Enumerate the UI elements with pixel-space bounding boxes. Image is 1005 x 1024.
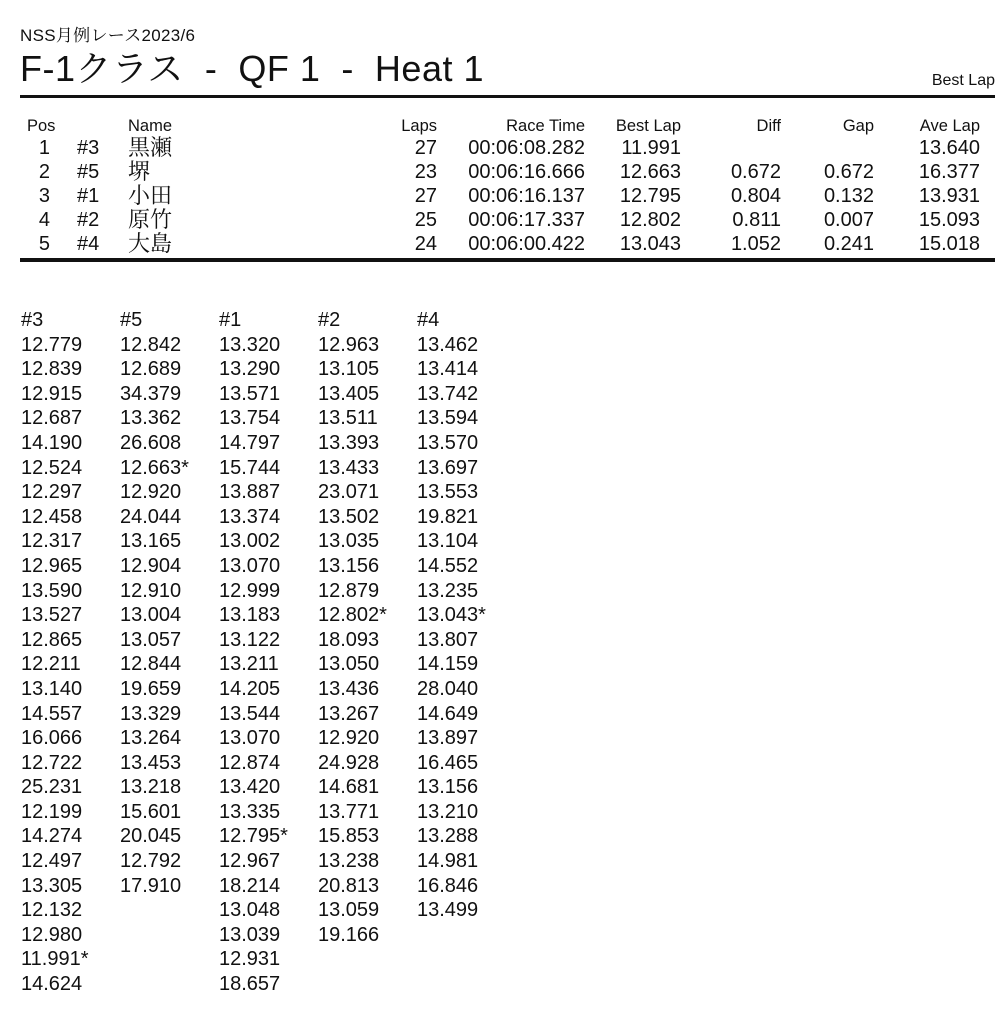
lap-time-cell: 14.274 — [21, 825, 83, 848]
lap-time-cell: 15.601 — [120, 800, 182, 823]
race-time-cell: 00:06:17.337 — [468, 209, 585, 231]
lap-time-cell: 12.663* — [120, 456, 189, 479]
lap-time-cell: 12.963 — [318, 333, 380, 356]
lap-time-cell: 13.420 — [219, 776, 281, 799]
lap-time-cell: 12.965 — [21, 554, 83, 577]
lap-time-cell: 12.874 — [219, 751, 281, 774]
lap-time-cell: 12.879 — [318, 579, 380, 602]
lap-time-cell: 13.697 — [417, 456, 479, 479]
lap-time-cell: 12.132 — [21, 899, 83, 922]
col-header-best-lap: Best Lap — [615, 117, 681, 135]
lap-time-cell: 19.821 — [417, 505, 479, 528]
lap-time-cell: 18.093 — [318, 628, 380, 651]
lap-time-cell: 13.502 — [318, 505, 380, 528]
lap-time-cell: 19.166 — [318, 923, 380, 946]
pos-cell: 4 — [38, 209, 50, 231]
diff-cell: 0.811 — [732, 209, 781, 231]
car-cell: #1 — [77, 185, 100, 207]
race-time-cell: 00:06:00.422 — [468, 233, 585, 255]
event-title: NSS月例レース2023/6 — [20, 26, 196, 45]
race-time-cell: 00:06:16.666 — [468, 161, 585, 183]
lap-time-cell — [120, 972, 219, 997]
lap-time-cell: 13.754 — [219, 407, 281, 430]
best-lap-cell: 11.991 — [621, 137, 681, 159]
diff-cell: 1.052 — [730, 233, 781, 255]
lap-time-cell: 13.070 — [219, 727, 281, 750]
lap-time-cell: 13.070 — [219, 554, 281, 577]
diff-cell — [681, 136, 781, 160]
lap-time-cell: 13.807 — [417, 628, 479, 651]
gap-cell — [781, 136, 874, 160]
lap-time-cell: 13.290 — [219, 358, 281, 381]
lap-col-header-4: #2 — [318, 309, 341, 331]
lap-time-cell: 16.066 — [21, 727, 83, 750]
lap-time-cell: 13.362 — [120, 407, 182, 430]
lap-time-cell: 12.920 — [120, 481, 182, 504]
lap-time-cell: 14.159 — [417, 653, 479, 676]
best-lap-cell: 13.043 — [619, 233, 681, 255]
lap-time-cell: 13.527 — [21, 604, 83, 627]
lap-time-cell: 13.305 — [21, 874, 83, 897]
laps-cell: 27 — [414, 185, 437, 207]
results-header-row — [20, 114, 980, 136]
best-lap-cell: 12.795 — [619, 185, 681, 207]
laps-cell: 27 — [414, 137, 437, 159]
lap-time-cell: 13.335 — [219, 800, 281, 823]
lap-time-cell: 13.105 — [318, 358, 380, 381]
lap-time-cell: 12.910 — [120, 579, 182, 602]
ave-lap-cell: 16.377 — [918, 161, 980, 183]
lap-time-cell: 14.552 — [417, 554, 479, 577]
result-row — [20, 208, 980, 232]
col-header-race-time: Race Time — [506, 117, 585, 135]
lap-time-cell — [417, 972, 516, 997]
lap-time-cell: 13.211 — [219, 653, 279, 676]
lap-time-cell: 13.235 — [417, 579, 479, 602]
lap-time-cell: 15.853 — [318, 825, 380, 848]
lap-time-cell: 28.040 — [417, 677, 479, 700]
lap-time-cell: 13.267 — [318, 702, 380, 725]
gap-cell: 0.241 — [823, 233, 874, 255]
lap-time-cell: 11.991* — [21, 948, 89, 971]
col-header-ave-lap: Ave Lap — [919, 117, 980, 135]
name-cell: 大島 — [128, 231, 173, 256]
lap-time-cell: 13.039 — [219, 923, 281, 946]
lap-time-cell: 13.122 — [219, 628, 281, 651]
lap-time-cell: 25.231 — [21, 776, 83, 799]
pos-cell: 1 — [38, 137, 50, 159]
lap-time-cell: 13.553 — [417, 481, 479, 504]
lap-time-cell: 15.744 — [219, 456, 281, 479]
name-cell: 黒瀬 — [128, 135, 173, 160]
laps-cell: 25 — [414, 209, 437, 231]
lap-time-cell: 13.405 — [318, 382, 380, 405]
lap-time-cell: 12.802* — [318, 604, 387, 627]
lap-time-cell: 12.779 — [21, 333, 83, 356]
lap-time-cell: 13.511 — [318, 407, 378, 430]
lap-time-cell: 14.624 — [21, 973, 83, 996]
lap-time-cell: 13.436 — [318, 677, 380, 700]
lap-time-cell — [318, 947, 417, 972]
lap-time-cell: 12.497 — [21, 850, 83, 873]
lap-time-cell: 14.649 — [417, 702, 479, 725]
best-lap-cell: 12.802 — [619, 209, 681, 231]
diff-cell: 0.672 — [730, 161, 781, 183]
ave-lap-cell: 15.018 — [918, 233, 980, 255]
lap-time-cell: 14.205 — [219, 677, 281, 700]
lap-time-cell: 12.687 — [21, 407, 83, 430]
lap-time-cell: 13.571 — [219, 382, 281, 405]
lap-col-header-2: #5 — [120, 309, 143, 331]
gap-cell: 0.672 — [823, 161, 874, 183]
lap-time-cell: 20.045 — [120, 825, 182, 848]
lap-time-cell: 16.846 — [417, 874, 479, 897]
col-header-diff: Diff — [756, 117, 781, 135]
laps-cell: 24 — [414, 233, 437, 255]
lap-time-cell: 12.920 — [318, 727, 380, 750]
lap-time-cell: 34.379 — [120, 382, 182, 405]
car-cell: #3 — [77, 137, 100, 159]
lap-time-cell: 13.453 — [120, 751, 182, 774]
lap-time-cell: 12.211 — [21, 653, 81, 676]
lap-col-header-1: #3 — [21, 309, 44, 331]
lap-time-cell: 13.393 — [318, 431, 380, 454]
gap-cell: 0.132 — [823, 185, 874, 207]
lap-time-cell: 12.842 — [120, 333, 182, 356]
lap-times-section — [21, 308, 995, 997]
title-row — [20, 48, 995, 90]
lap-time-cell: 12.317 — [21, 530, 83, 553]
lap-time-cell: 12.915 — [21, 382, 83, 405]
lap-time-cell: 13.104 — [417, 530, 479, 553]
car-cell: #4 — [77, 233, 100, 255]
car-cell: #5 — [77, 161, 100, 183]
lap-time-cell — [417, 923, 516, 948]
lap-time-cell: 13.499 — [417, 899, 479, 922]
lap-time-cell: 13.059 — [318, 899, 380, 922]
header-divider — [20, 95, 995, 98]
race-time-cell: 00:06:16.137 — [468, 185, 585, 207]
lap-time-cell: 12.297 — [21, 481, 83, 504]
lap-time-cell — [120, 923, 219, 948]
lap-time-cell: 13.433 — [318, 456, 380, 479]
page-title: F-1クラス - QF 1 - Heat 1 — [20, 48, 484, 89]
best-lap-note: Best Lap — [931, 72, 995, 89]
lap-time-cell: 20.813 — [318, 874, 380, 897]
name-cell: 堺 — [128, 159, 151, 184]
pos-cell: 5 — [38, 233, 50, 255]
lap-time-cell: 14.681 — [318, 776, 380, 799]
lap-time-cell: 13.004 — [120, 604, 182, 627]
lap-times-table — [21, 308, 995, 997]
lap-time-cell: 17.910 — [120, 874, 182, 897]
lap-time-cell: 12.722 — [21, 751, 83, 774]
lap-time-cell: 13.043* — [417, 604, 486, 627]
lap-time-cell: 12.865 — [21, 628, 83, 651]
lap-time-cell: 12.844 — [120, 653, 182, 676]
lap-time-cell: 12.999 — [219, 579, 281, 602]
col-header-name: Name — [128, 117, 173, 135]
lap-time-cell: 13.544 — [219, 702, 281, 725]
lap-time-cell: 12.904 — [120, 554, 182, 577]
lap-time-cell: 13.048 — [219, 899, 281, 922]
lap-time-cell: 14.797 — [219, 431, 281, 454]
lap-time-cell: 13.165 — [120, 530, 182, 553]
lap-time-cell: 13.264 — [120, 727, 182, 750]
lap-time-cell: 13.771 — [318, 800, 380, 823]
lap-time-cell: 24.928 — [318, 751, 380, 774]
lap-time-cell: 13.570 — [417, 431, 479, 454]
lap-time-cell: 13.590 — [21, 579, 83, 602]
lap-time-cell: 12.199 — [21, 800, 83, 823]
results-bottom-divider — [20, 258, 995, 262]
lap-time-cell: 12.967 — [219, 850, 281, 873]
pos-cell: 2 — [38, 161, 50, 183]
lap-col-header-5: #4 — [417, 309, 440, 331]
lap-time-cell: 13.320 — [219, 333, 281, 356]
lap-time-cell: 13.238 — [318, 850, 380, 873]
ave-lap-cell: 13.931 — [918, 185, 980, 207]
result-row — [20, 136, 980, 160]
lap-time-cell: 12.980 — [21, 923, 83, 946]
name-cell: 小田 — [128, 183, 173, 208]
name-cell: 原竹 — [128, 207, 173, 232]
lap-time-cell: 24.044 — [120, 505, 182, 528]
lap-time-cell: 13.218 — [120, 776, 182, 799]
lap-time-cell: 13.057 — [120, 628, 182, 651]
result-row — [20, 160, 980, 184]
lap-time-cell: 12.524 — [21, 456, 83, 479]
lap-time-cell: 13.210 — [417, 800, 479, 823]
lap-time-cell: 13.002 — [219, 530, 281, 553]
lap-time-cell: 13.035 — [318, 530, 380, 553]
lap-time-cell — [120, 898, 219, 923]
lap-time-cell: 13.462 — [417, 333, 479, 356]
result-row — [20, 232, 980, 256]
race-time-cell: 00:06:08.282 — [468, 137, 585, 159]
lap-time-cell: 13.156 — [417, 776, 479, 799]
lap-time-cell: 13.156 — [318, 554, 380, 577]
lap-time-cell: 13.329 — [120, 702, 182, 725]
lap-time-cell: 12.931 — [219, 948, 281, 971]
lap-time-cell: 13.414 — [417, 358, 479, 381]
lap-time-cell: 12.792 — [120, 850, 182, 873]
lap-time-cell: 12.689 — [120, 358, 182, 381]
car-cell: #2 — [77, 209, 100, 231]
col-header-car — [56, 114, 128, 136]
results-table — [20, 114, 980, 256]
lap-time-cell: 12.795* — [219, 825, 288, 848]
lap-time-cell: 13.288 — [417, 825, 479, 848]
lap-time-cell: 26.608 — [120, 431, 182, 454]
best-lap-cell: 12.663 — [619, 161, 681, 183]
lap-time-cell: 13.140 — [21, 677, 83, 700]
lap-time-cell: 12.839 — [21, 358, 83, 381]
ave-lap-cell: 13.640 — [918, 137, 980, 159]
lap-time-cell: 19.659 — [120, 677, 182, 700]
diff-cell: 0.804 — [730, 185, 781, 207]
gap-cell: 0.007 — [823, 209, 874, 231]
lap-time-cell: 13.594 — [417, 407, 479, 430]
lap-time-cell: 13.374 — [219, 505, 281, 528]
lap-time-cell — [120, 947, 219, 972]
ave-lap-cell: 15.093 — [918, 209, 980, 231]
pos-cell: 3 — [38, 185, 50, 207]
lap-time-cell: 13.887 — [219, 481, 281, 504]
lap-time-cell: 14.981 — [417, 850, 479, 873]
lap-time-cell — [318, 972, 417, 997]
lap-time-cell — [417, 947, 516, 972]
col-header-laps: Laps — [401, 117, 437, 135]
result-row — [20, 184, 980, 208]
lap-time-cell: 13.897 — [417, 727, 479, 750]
lap-time-cell: 13.183 — [219, 604, 281, 627]
lap-time-cell: 13.050 — [318, 653, 380, 676]
lap-time-cell: 12.458 — [21, 505, 83, 528]
lap-time-cell: 18.657 — [219, 973, 281, 996]
lap-time-cell: 14.557 — [21, 702, 83, 725]
lap-time-cell: 18.214 — [219, 874, 281, 897]
col-header-pos: Pos — [27, 117, 56, 135]
col-header-gap: Gap — [842, 117, 874, 135]
lap-time-cell: 13.742 — [417, 382, 479, 405]
lap-time-cell: 14.190 — [21, 431, 83, 454]
laps-cell: 23 — [414, 161, 437, 183]
lap-time-cell: 23.071 — [318, 481, 380, 504]
lap-col-header-3: #1 — [219, 309, 242, 331]
lap-time-cell: 16.465 — [417, 751, 479, 774]
